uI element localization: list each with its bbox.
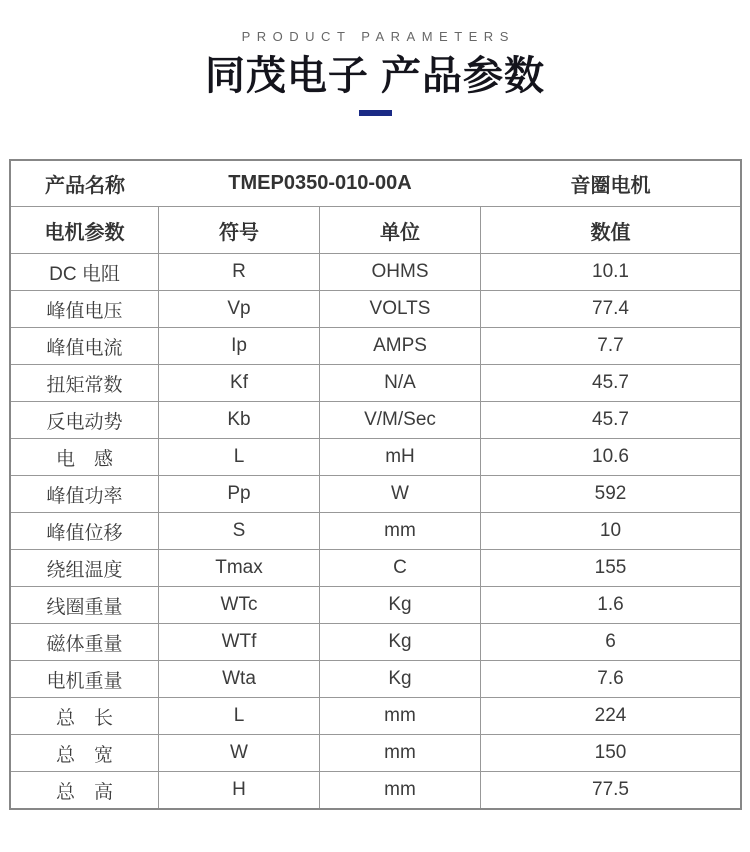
table-row <box>11 476 740 513</box>
param-symbol: Ip <box>159 328 320 364</box>
table-row <box>11 402 740 439</box>
table-row <box>11 513 740 550</box>
table-row <box>11 291 740 328</box>
param-unit: mm <box>320 513 481 549</box>
param-symbol: L <box>159 439 320 475</box>
table-row <box>11 439 740 476</box>
param-value: 7.7 <box>597 335 624 356</box>
col-header-symbol: 符号 <box>159 207 320 253</box>
product-name-row <box>11 161 740 207</box>
eyebrow-text: PRODUCT PARAMETERS <box>241 29 515 44</box>
table-row <box>11 254 740 291</box>
param-unit: AMPS <box>320 328 481 364</box>
param-unit: N/A <box>320 365 481 401</box>
title-underline <box>359 110 392 116</box>
param-value: 77.4 <box>592 298 629 319</box>
product-name-label: 产品名称 <box>45 175 125 197</box>
param-name: 总 宽 <box>11 735 159 771</box>
param-symbol: Tmax <box>159 550 320 586</box>
param-value: 45.7 <box>592 372 629 393</box>
page-title: 同茂电子 产品参数 <box>204 54 546 98</box>
param-value: 6 <box>605 631 616 652</box>
param-unit: Kg <box>320 624 481 660</box>
param-unit: C <box>320 550 481 586</box>
param-symbol: W <box>159 735 320 771</box>
parameters-table <box>9 159 742 810</box>
param-unit: mH <box>320 439 481 475</box>
param-symbol: R <box>159 254 320 290</box>
table-row <box>11 365 740 402</box>
param-unit: VOLTS <box>320 291 481 327</box>
column-header-row <box>11 207 740 254</box>
product-type: 音圈电机 <box>570 175 651 197</box>
table-row <box>11 772 740 808</box>
table-row <box>11 735 740 772</box>
param-name: 电 感 <box>11 439 159 475</box>
param-symbol: S <box>159 513 320 549</box>
param-value: 1.6 <box>597 594 624 615</box>
param-unit: mm <box>320 698 481 734</box>
param-symbol: Kb <box>159 402 320 438</box>
param-name: 扭矩常数 <box>11 365 159 401</box>
param-unit: V/M/Sec <box>320 402 481 438</box>
param-symbol: WTc <box>159 587 320 623</box>
col-header-param: 电机参数 <box>11 207 159 253</box>
param-name: DC 电阻 <box>11 254 159 290</box>
param-unit: OHMS <box>320 254 481 290</box>
param-unit: Kg <box>320 587 481 623</box>
param-name: 磁体重量 <box>11 624 159 660</box>
col-header-unit: 单位 <box>320 207 481 253</box>
param-unit: mm <box>320 772 481 808</box>
param-name: 绕组温度 <box>11 550 159 586</box>
param-symbol: Wta <box>159 661 320 697</box>
param-symbol: H <box>159 772 320 808</box>
param-symbol: WTf <box>159 624 320 660</box>
param-name: 峰值电流 <box>11 328 159 364</box>
param-name: 线圈重量 <box>11 587 159 623</box>
table-row <box>11 550 740 587</box>
param-value: 592 <box>594 483 627 504</box>
param-value: 10.1 <box>592 261 629 282</box>
param-unit: mm <box>320 735 481 771</box>
param-name: 峰值电压 <box>11 291 159 327</box>
param-name: 反电动势 <box>11 402 159 438</box>
table-row <box>11 698 740 735</box>
param-name: 峰值位移 <box>11 513 159 549</box>
param-name: 峰值功率 <box>11 476 159 512</box>
param-name: 总 长 <box>11 698 159 734</box>
param-value: 224 <box>594 705 627 726</box>
param-value: 155 <box>594 557 627 578</box>
param-value: 10.6 <box>592 446 629 467</box>
table-row <box>11 328 740 365</box>
param-unit: W <box>320 476 481 512</box>
param-value: 45.7 <box>592 409 629 430</box>
table-row <box>11 624 740 661</box>
param-name: 总 高 <box>11 772 159 808</box>
table-row <box>11 661 740 698</box>
param-unit: Kg <box>320 661 481 697</box>
param-value: 7.6 <box>597 668 624 689</box>
param-value: 77.5 <box>592 779 629 800</box>
param-symbol: Pp <box>159 476 320 512</box>
param-symbol: Kf <box>159 365 320 401</box>
param-name: 电机重量 <box>11 661 159 697</box>
product-model: TMEP0350-010-00A <box>228 172 412 194</box>
param-value: 150 <box>594 742 627 763</box>
param-symbol: Vp <box>159 291 320 327</box>
param-symbol: L <box>159 698 320 734</box>
col-header-value: 数值 <box>590 221 631 244</box>
param-value: 10 <box>599 520 622 541</box>
page-header <box>0 0 750 116</box>
table-row <box>11 587 740 624</box>
